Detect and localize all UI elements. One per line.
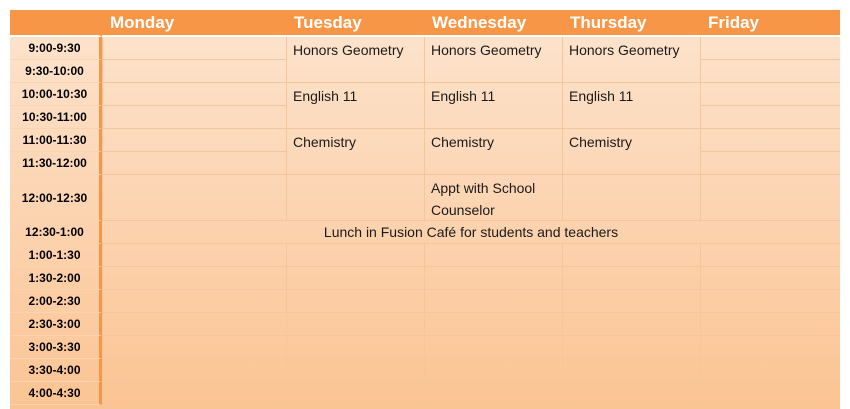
empty-cell [102,382,286,405]
empty-cell [700,290,840,313]
empty-cell [562,175,700,221]
empty-cell [424,313,562,336]
empty-cell [424,382,562,405]
time-slot: 10:30-11:00 [10,106,102,129]
empty-cell [700,267,840,290]
empty-cell [286,267,424,290]
header-thursday: Thursday [562,10,700,37]
class-chemistry: Chemistry [424,129,562,175]
empty-cell [286,244,424,267]
empty-cell [102,336,286,359]
empty-cell [562,359,700,382]
time-slot: 1:30-2:00 [10,267,102,290]
empty-cell [424,267,562,290]
empty-cell [102,359,286,382]
time-slot: 2:30-3:00 [10,313,102,336]
empty-cell [286,313,424,336]
class-english-11: English 11 [562,83,700,129]
class-english-11: English 11 [286,83,424,129]
class-english-11: English 11 [424,83,562,129]
empty-cell [286,175,424,221]
time-slot: 10:00-10:30 [10,83,102,106]
empty-cell [700,152,840,175]
lunch-banner: Lunch in Fusion Café for students and teachers [102,221,840,244]
empty-cell [286,336,424,359]
time-slot: 12:00-12:30 [10,175,102,221]
empty-cell [102,267,286,290]
empty-cell [700,359,840,382]
empty-cell [562,290,700,313]
empty-cell [286,359,424,382]
empty-cell [700,313,840,336]
empty-cell [102,244,286,267]
time-slot: 3:00-3:30 [10,336,102,359]
empty-cell [102,37,286,60]
header-monday: Monday [102,10,286,37]
empty-cell [102,129,286,152]
time-slot: 12:30-1:00 [10,221,102,244]
class-chemistry: Chemistry [562,129,700,175]
empty-cell [424,244,562,267]
empty-cell [562,267,700,290]
empty-cell [700,83,840,106]
class-chemistry: Chemistry [286,129,424,175]
empty-cell [700,382,840,405]
empty-cell [700,175,840,221]
time-slot: 3:30-4:00 [10,359,102,382]
time-slot: 9:00-9:30 [10,37,102,60]
weekly-schedule-table [10,10,840,409]
empty-cell [562,336,700,359]
empty-cell [286,290,424,313]
empty-cell [424,290,562,313]
class-honors-geometry: Honors Geometry [562,37,700,83]
empty-cell [700,336,840,359]
time-slot: 11:30-12:00 [10,152,102,175]
empty-cell [102,83,286,106]
time-slot: 4:00-4:30 [10,382,102,405]
empty-cell [102,175,286,221]
empty-cell [700,37,840,60]
empty-cell [562,382,700,405]
empty-cell [424,336,562,359]
empty-cell [424,359,562,382]
appt-school-counselor: Appt with School Counselor [424,175,562,221]
time-slot: 2:00-2:30 [10,290,102,313]
empty-cell [102,106,286,129]
empty-cell [562,244,700,267]
empty-cell [102,60,286,83]
empty-cell [102,152,286,175]
header-wednesday: Wednesday [424,10,562,37]
empty-cell [102,313,286,336]
header-tuesday: Tuesday [286,10,424,37]
class-honors-geometry: Honors Geometry [424,37,562,83]
empty-cell [700,106,840,129]
empty-cell [286,382,424,405]
time-slot: 9:30-10:00 [10,60,102,83]
time-slot: 1:00-1:30 [10,244,102,267]
empty-cell [700,60,840,83]
empty-cell [700,129,840,152]
header-corner [10,10,102,37]
empty-cell [562,313,700,336]
empty-cell [102,290,286,313]
empty-cell [700,244,840,267]
time-slot: 11:00-11:30 [10,129,102,152]
header-friday: Friday [700,10,840,37]
class-honors-geometry: Honors Geometry [286,37,424,83]
